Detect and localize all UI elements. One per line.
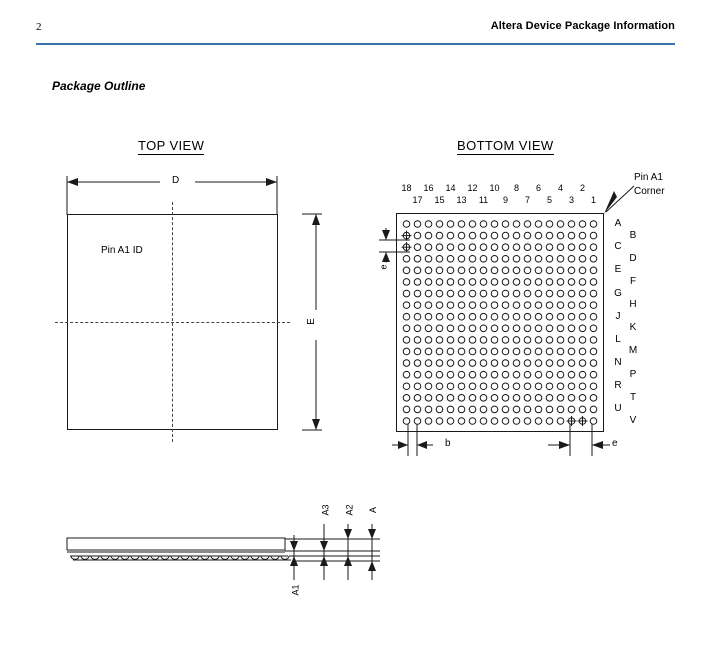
column-number: 10 xyxy=(489,183,500,193)
document-header-title: Altera Device Package Information xyxy=(490,20,675,32)
column-number: 6 xyxy=(535,183,541,193)
row-letter: N xyxy=(614,357,622,369)
column-number: 11 xyxy=(478,195,489,205)
column-number: 2 xyxy=(579,183,585,193)
side-view-a2-label: A2 xyxy=(344,504,355,516)
pin-a1-corner-label-line2: Corner xyxy=(634,186,665,197)
row-letter: M xyxy=(628,345,638,357)
ball-diameter-label: b xyxy=(445,438,451,449)
bottom-view-title: BOTTOM VIEW xyxy=(457,138,554,153)
header-divider xyxy=(36,43,675,45)
page-number: 2 xyxy=(36,21,42,33)
column-number: 14 xyxy=(445,183,456,193)
column-number: 15 xyxy=(434,195,445,205)
column-number: 8 xyxy=(513,183,519,193)
row-letter: T xyxy=(629,391,637,403)
top-view-d-dimension-label: D xyxy=(172,175,180,186)
row-letter: K xyxy=(629,322,637,334)
column-number: 4 xyxy=(557,183,563,193)
top-view-vertical-centerline xyxy=(172,202,173,442)
row-letter: V xyxy=(629,415,637,426)
pin-a1-id-label: Pin A1 ID xyxy=(101,245,143,256)
column-number: 13 xyxy=(456,195,467,205)
column-number: 9 xyxy=(502,195,508,205)
row-letter: R xyxy=(614,380,622,392)
row-letter: G xyxy=(614,287,622,299)
column-number: 12 xyxy=(467,183,478,193)
column-number: 16 xyxy=(423,183,434,193)
top-view-title: TOP VIEW xyxy=(138,138,205,153)
column-number: 7 xyxy=(524,195,530,205)
column-number: 5 xyxy=(546,195,552,205)
row-letter: P xyxy=(629,368,637,380)
row-letter: E xyxy=(614,264,622,276)
top-view-e-dimension-label: E xyxy=(305,318,317,325)
ball-pitch-label: e xyxy=(612,438,618,449)
row-letter: L xyxy=(615,333,621,345)
row-letter: F xyxy=(629,275,637,287)
bottom-view-package-body xyxy=(396,213,604,432)
row-letter: H xyxy=(629,299,637,311)
column-number: 1 xyxy=(590,195,596,205)
page-title: Package Outline xyxy=(52,79,146,93)
row-letter: U xyxy=(614,403,622,415)
row-letter: A xyxy=(614,218,622,229)
column-number: 3 xyxy=(568,195,574,205)
row-letter: B xyxy=(629,229,637,241)
row-letter: D xyxy=(629,252,637,264)
row-letter: C xyxy=(614,241,622,253)
bottom-view-vertical-pitch-label: e xyxy=(378,264,389,270)
side-view-a-label: A xyxy=(368,506,379,514)
pin-a1-corner-label-line1: Pin A1 xyxy=(634,172,663,183)
side-view-a3-label: A3 xyxy=(320,504,331,516)
column-number: 18 xyxy=(401,183,412,193)
row-letter: J xyxy=(615,310,621,322)
column-number: 17 xyxy=(412,195,423,205)
side-view-a1-label: A1 xyxy=(290,584,301,596)
